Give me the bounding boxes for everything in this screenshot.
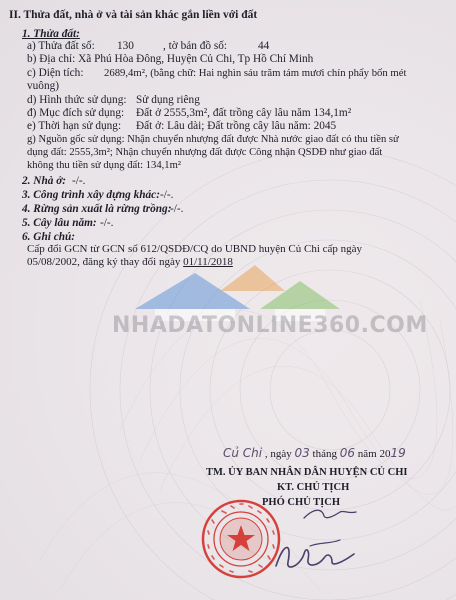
parcel-number-value: 130: [117, 40, 134, 52]
kt-chairman: KT. CHỦ TỊCH: [277, 482, 350, 493]
land-heading: 1. Thửa đất:: [22, 28, 80, 40]
handwritten-year: 19: [390, 446, 406, 460]
usage-form-value: Sử dụng riêng: [136, 94, 200, 106]
origin-line-1: g) Nguồn gốc sử dụng: Nhận chuyển nhượng đất được Nhà nước giao đất có thu tiền sử: [27, 134, 399, 145]
address: b) Địa chỉ: Xã Phú Hòa Đông, Huyện Củ Chi, Tp Hồ Chí Minh: [27, 53, 314, 65]
usage-form-label: d) Hình thức sử dụng:: [27, 94, 127, 106]
notes-change-date: 01/11/2018: [183, 256, 233, 268]
usage-purpose-value: Đất ở 2555,3m², đất trồng cây lâu năm 134,1m²: [136, 107, 352, 119]
map-sheet-value: 44: [258, 40, 270, 52]
area-value-cont: vuông): [27, 80, 60, 92]
handwritten-signature: [270, 536, 360, 576]
handwritten-day: 03: [294, 446, 310, 460]
handwritten-place: Củ Chi: [223, 446, 263, 460]
signing-date-line: [223, 447, 406, 461]
house-value: -/-.: [72, 175, 86, 187]
usage-term-value: Đất ở: Lâu dài; Đất trồng cây lâu năm: 2045: [136, 120, 337, 132]
notes-label: 6. Ghi chú:: [22, 231, 76, 243]
handwritten-month: 06: [339, 446, 356, 460]
vice-chairman-title: PHÓ CHỦ TỊCH: [262, 497, 340, 508]
handwritten-initial: [300, 506, 360, 522]
construction-value: -/-.: [160, 189, 174, 201]
notes-line-2-text: 05/08/2002, đăng ký thay đổi ngày: [27, 256, 184, 268]
watermark-text: NHADATONLINE360.COM: [112, 313, 428, 338]
area-value: 2689,4m², (bằng chữ: Hai nghìn sáu trăm tám mươi chín phẩy bốn mét: [104, 67, 407, 79]
authority-title: TM. ỦY BAN NHÂN DÂN HUYỆN CỦ CHI: [206, 467, 408, 478]
forest-value: -/-.: [170, 203, 184, 215]
usage-term-label: e) Thời hạn sử dụng:: [27, 120, 122, 132]
forest-label: 4. Rừng sản xuất là rừng trồng:: [22, 203, 172, 215]
parcel-number-label: a) Thửa đất số:: [27, 40, 95, 52]
perennial-label: 5. Cây lâu năm:: [22, 217, 97, 229]
perennial-value: -/-.: [100, 217, 114, 229]
year-label: năm 20: [357, 448, 391, 460]
day-label: , ngày: [264, 448, 292, 460]
month-label: tháng: [312, 448, 337, 460]
map-sheet-label: , tờ bản đồ số:: [163, 40, 228, 52]
origin-line-2: dụng đất: 2555,3m²; Nhận chuyển nhượng đất được Công nhận QSDĐ như giao đất: [27, 147, 383, 158]
notes-line-1: Cấp đổi GCN từ GCN số 612/QSDĐ/CQ do UBND huyện Củ Chi cấp ngày: [27, 243, 363, 255]
section-title: II. Thửa đất, nhà ở và tài sản khác gắn liền với đất: [9, 9, 258, 21]
notes-line-2: [27, 256, 233, 269]
area-label: c) Diện tích:: [27, 67, 84, 79]
usage-purpose-label: đ) Mục đích sử dụng:: [27, 107, 125, 119]
origin-line-3: không thu tiền sử dụng đất: 134,1m²: [27, 160, 181, 171]
construction-label: 3. Công trình xây dựng khác:: [22, 189, 160, 201]
house-label: 2. Nhà ở:: [22, 175, 67, 187]
